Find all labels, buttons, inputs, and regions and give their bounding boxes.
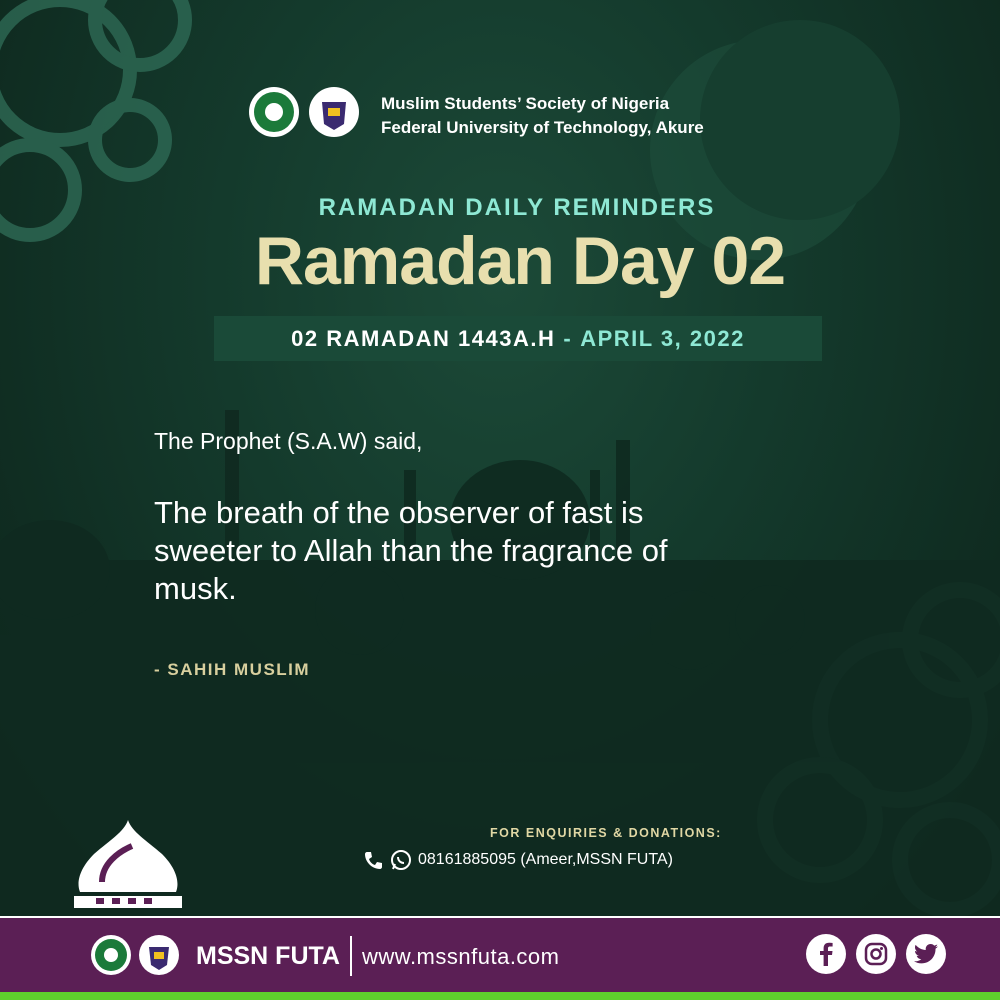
instagram-icon[interactable] (856, 934, 896, 974)
enquiries-heading: FOR ENQUIRIES & DONATIONS: (490, 826, 722, 840)
footer-divider (350, 936, 352, 976)
org-line-1: Muslim Students’ Society of Nigeria (381, 94, 670, 113)
mosque-dome-icon (72, 818, 184, 910)
date-bar (214, 316, 822, 361)
mssn-logo-icon (248, 86, 300, 138)
futa-logo-icon (308, 86, 360, 138)
futa-footer-logo-icon (138, 934, 180, 976)
whatsapp-icon (390, 849, 412, 871)
website-link[interactable]: www.mssnfuta.com (362, 944, 560, 969)
footer-brand: MSSN FUTA (196, 942, 340, 970)
twitter-icon[interactable] (906, 934, 946, 974)
footer-logos (90, 934, 180, 976)
org-line-2: Federal University of Technology, Akure (381, 118, 704, 137)
phone-icon (362, 849, 384, 871)
date-hijri: 02 RAMADAN 1443A.H (291, 325, 556, 351)
organization-name (381, 92, 704, 140)
hadith-source: - SAHIH MUSLIM (154, 660, 311, 679)
facebook-icon[interactable] (806, 934, 846, 974)
date-separator: - (563, 325, 573, 351)
page-title: Ramadan Day 02 (254, 223, 786, 299)
footer-bottom-border (0, 992, 1000, 1000)
mssn-footer-logo-icon (90, 934, 132, 976)
date-gregorian: APRIL 3, 2022 (580, 325, 745, 351)
social-links (806, 934, 946, 974)
hadith-text: The breath of the observer of fast is sweeter to Allah than the fragrance of musk. (154, 495, 668, 606)
header-logos (248, 86, 360, 138)
subtitle: RAMADAN DAILY REMINDERS (318, 194, 716, 221)
contact-phone: 08161885095 (Ameer,MSSN FUTA) (418, 851, 673, 868)
hadith-intro: The Prophet (S.A.W) said, (154, 428, 423, 454)
contact-line (362, 849, 673, 871)
